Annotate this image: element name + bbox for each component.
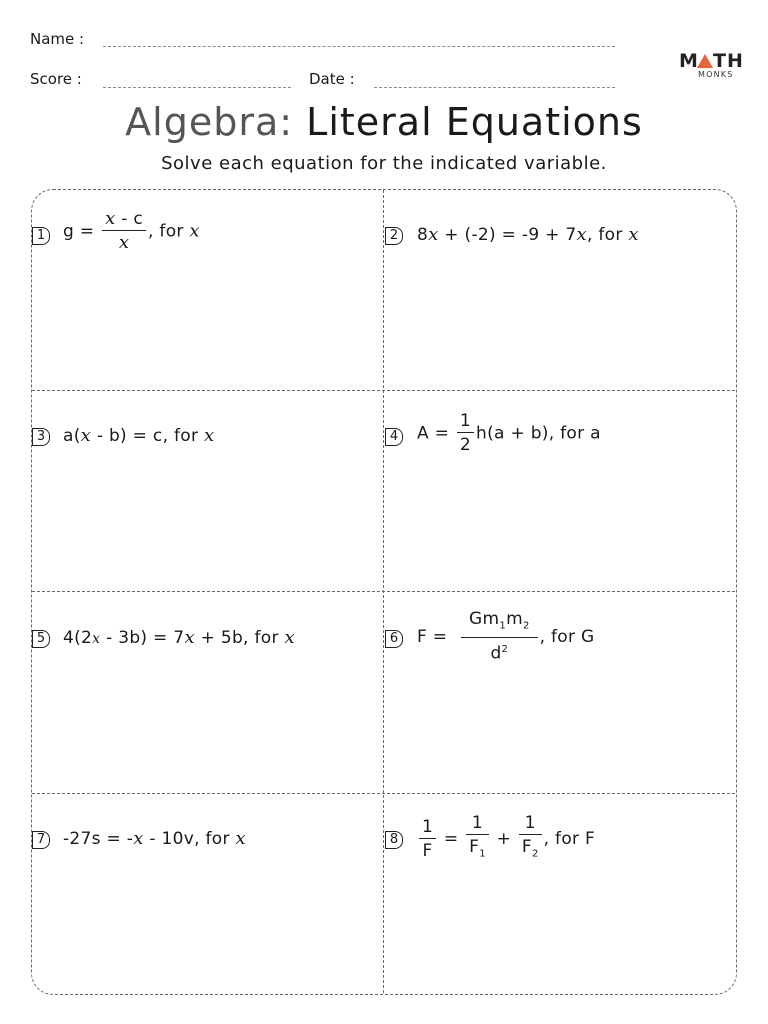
problem-2-equation: 8x + (-2) = -9 + 7x, for x bbox=[417, 224, 639, 245]
problem-3-equation: a(x - b) = c, for x bbox=[63, 425, 215, 446]
logo-triangle-icon bbox=[697, 54, 713, 68]
title-part-2: Literal Equations bbox=[306, 100, 643, 144]
logo-subtext: MONKS bbox=[698, 70, 734, 79]
score-line[interactable] bbox=[103, 87, 291, 88]
problem-6-equation: F = $\frac{Gm_1m_2}{d^2}$ , for G bbox=[417, 609, 595, 665]
problem-4-equation: A = $\frac{1}{2}$ h(a + b), for a bbox=[417, 411, 601, 455]
problem-8-equation: $\frac{1}{F}$ = $\frac{1}{F_1}$ + $\frac{1}{F_2}$ , for F bbox=[417, 812, 595, 866]
problem-number-4: 4 bbox=[385, 428, 403, 446]
problem-7-equation: -27s = -x - 10v, for x bbox=[63, 828, 246, 849]
problem-grid bbox=[31, 189, 737, 995]
logo-text-m: M bbox=[679, 50, 699, 72]
grid-divider-row-2 bbox=[32, 591, 735, 592]
problem-number-8: 8 bbox=[385, 831, 403, 849]
problem-number-3: 3 bbox=[32, 428, 50, 446]
score-label: Score : bbox=[30, 70, 82, 88]
problem-5-equation: 4(2x - 3b) = 7x + 5b, for x bbox=[63, 627, 295, 648]
date-label: Date : bbox=[309, 70, 355, 88]
instructions: Solve each equation for the indicated variable. bbox=[161, 153, 607, 174]
grid-divider-row-3 bbox=[32, 793, 735, 794]
logo-text-th: TH bbox=[713, 50, 744, 72]
grid-divider-row-1 bbox=[32, 390, 735, 391]
problem-number-7: 7 bbox=[32, 831, 50, 849]
date-line[interactable] bbox=[374, 87, 615, 88]
problem-number-5: 5 bbox=[32, 630, 50, 648]
problem-number-6: 6 bbox=[385, 630, 403, 648]
name-line[interactable] bbox=[103, 46, 615, 47]
title-part-1: Algebra: bbox=[125, 100, 294, 144]
page-title bbox=[0, 100, 768, 144]
problem-1-equation: g = $\frac{x - c}{x}$ , for x bbox=[63, 208, 200, 253]
problem-number-1: 1 bbox=[32, 227, 50, 245]
name-label: Name : bbox=[30, 30, 85, 48]
problem-number-2: 2 bbox=[385, 227, 403, 245]
